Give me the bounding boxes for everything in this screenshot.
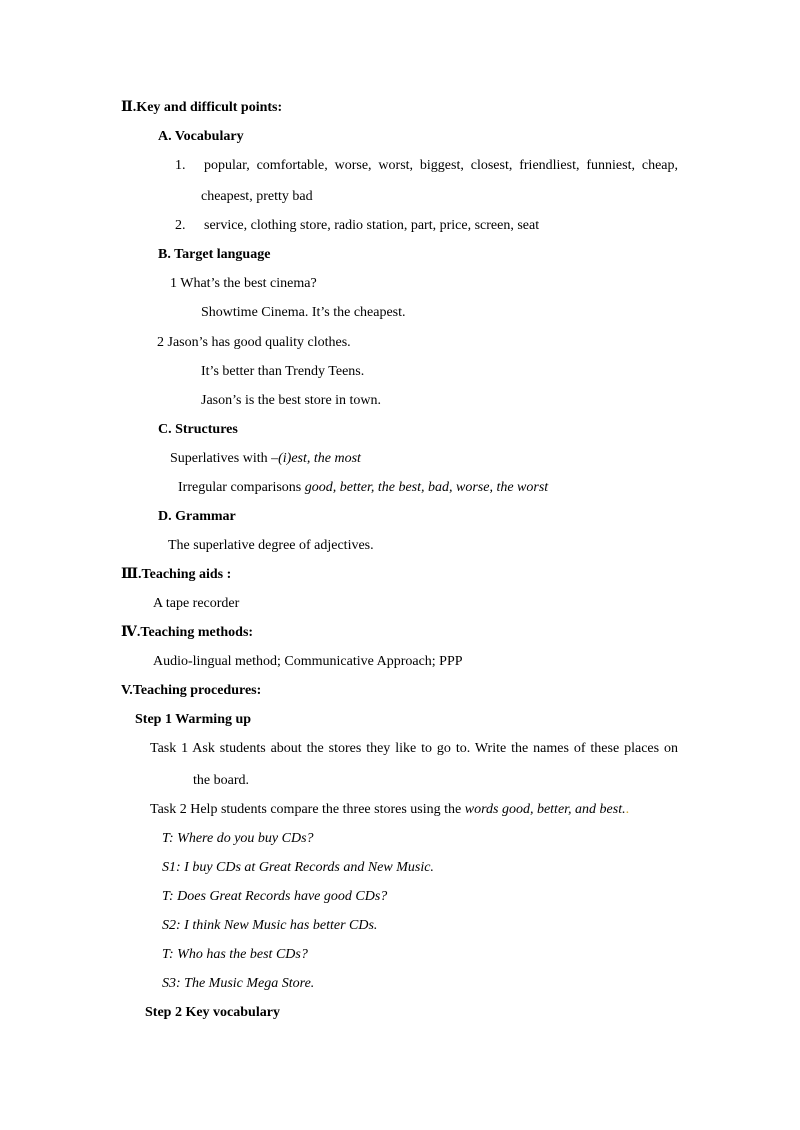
- structures-line-2-italic: good, better, the best, bad, worse, the worst: [304, 480, 549, 495]
- section-heading-teaching-methods: Ⅳ.Teaching methods:: [121, 625, 254, 640]
- section-heading-teaching-procedures: V.Teaching procedures:: [121, 683, 262, 698]
- target-answer-2a: It’s better than Trendy Teens.: [201, 364, 365, 379]
- revision-mark: .: [625, 802, 630, 817]
- structures-line-1-italic: –(i)est, the most: [271, 451, 361, 466]
- dialogue-line: S2: I think New Music has better CDs.: [162, 918, 378, 933]
- grammar-text: The superlative degree of adjectives.: [168, 538, 374, 553]
- task-2-italic: words good, better, and best.: [464, 802, 626, 817]
- step-2-heading: Step 2 Key vocabulary: [145, 1005, 280, 1020]
- task-1-text-continued: the board.: [193, 773, 249, 788]
- structures-line-2-text: Irregular comparisons: [178, 480, 305, 495]
- task-2-plain: Task 2 Help students compare the three stores using the: [150, 802, 465, 817]
- vocabulary-list-2: service, clothing store, radio station, part, price, screen, seat: [204, 218, 540, 233]
- section-heading-key-points: Ⅱ.Key and difficult points:: [121, 100, 283, 115]
- dialogue-line: T: Where do you buy CDs?: [162, 831, 314, 846]
- dialogue-line: S1: I buy CDs at Great Records and New Music.: [162, 860, 434, 875]
- list-number: 2.: [175, 218, 186, 233]
- subheading-grammar: D. Grammar: [158, 509, 236, 524]
- structures-line-2: [178, 479, 548, 497]
- structures-line-1: [170, 450, 361, 468]
- task-1-text: Task 1 Ask students about the stores they like to go to. Write the names of these places on: [150, 741, 678, 756]
- subheading-structures: C. Structures: [158, 422, 238, 437]
- target-answer-2b: Jason’s is the best store in town.: [201, 393, 382, 408]
- dialogue-line: T: Who has the best CDs?: [162, 947, 308, 962]
- task-2-text: [150, 801, 629, 819]
- subheading-target-language: B. Target language: [158, 247, 271, 262]
- structures-line-1-text: Superlatives with: [170, 451, 272, 466]
- step-1-heading: Step 1 Warming up: [135, 712, 252, 727]
- dialogue-line: S3: The Music Mega Store.: [162, 976, 315, 991]
- vocabulary-list-1-continued: cheapest, pretty bad: [201, 189, 313, 204]
- subheading-vocabulary: A. Vocabulary: [158, 129, 244, 144]
- teaching-methods-text: Audio-lingual method; Communicative Approach; PPP: [153, 654, 463, 669]
- section-heading-teaching-aids: Ⅲ.Teaching aids :: [121, 567, 232, 582]
- target-answer-1: Showtime Cinema. It’s the cheapest.: [201, 305, 406, 320]
- dialogue-line: T: Does Great Records have good CDs?: [162, 889, 388, 904]
- target-sentence-2: 2 Jason’s has good quality clothes.: [157, 335, 351, 350]
- teaching-aids-text: A tape recorder: [153, 596, 240, 611]
- target-question-1: 1 What’s the best cinema?: [170, 276, 317, 291]
- list-number: 1.: [175, 158, 186, 173]
- vocabulary-list-1: popular, comfortable, worse, worst, biggest, closest, friendliest, funniest, cheap,: [204, 158, 678, 173]
